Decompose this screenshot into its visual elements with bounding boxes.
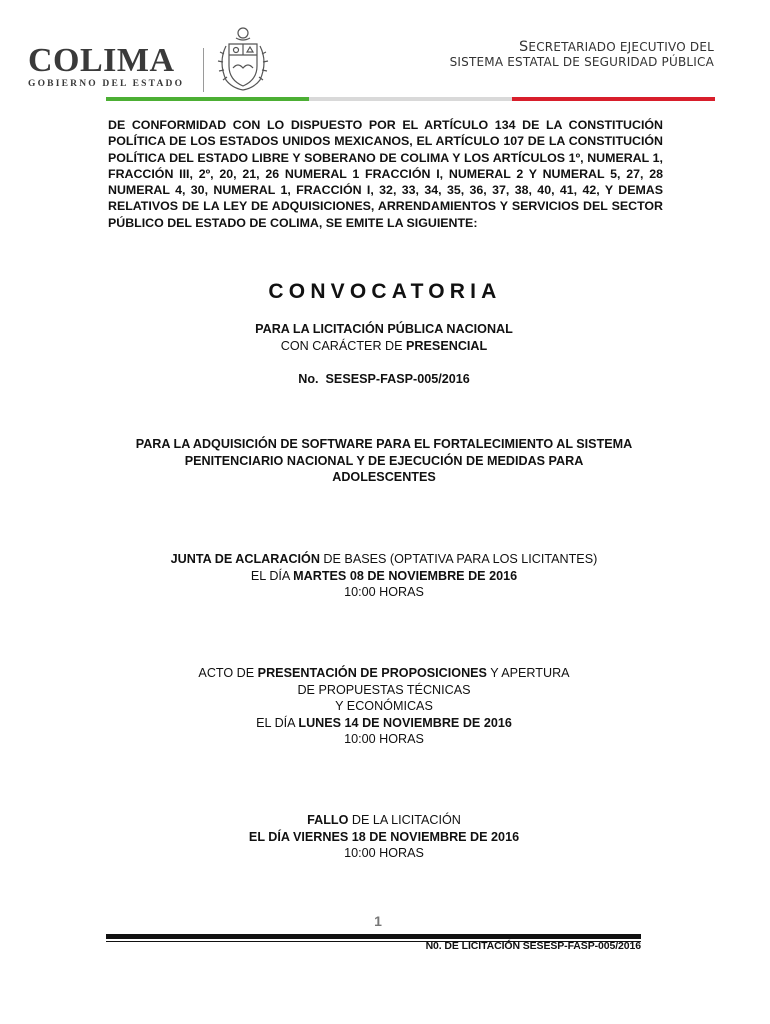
acquisition-subject-line-2: PENITENCIARIO NACIONAL Y DE EJECUCIÓN DE MEDIDAS PARA	[184, 453, 584, 468]
licitacion-block	[100, 321, 668, 354]
tricolor-white	[309, 97, 512, 101]
clarification-meeting	[100, 551, 668, 601]
logo-subtitle: GOBIERNO DEL ESTADO	[28, 79, 185, 89]
clarification-meeting-date: EL DÍA MARTES 08 DE NOVIEMBRE DE 2016	[250, 568, 518, 583]
acquisition-subject-line-1: PARA LA ADQUISICIÓN DE SOFTWARE PARA EL FORTALECIMIENTO AL SISTEMA	[135, 437, 633, 451]
licitacion-character: CON CARÁCTER DE PRESENCIAL	[280, 338, 488, 353]
footer-rule	[106, 934, 641, 939]
agency-initial: S	[519, 39, 529, 55]
licitacion-number: No. SESESP-FASP-005/2016	[298, 372, 470, 386]
colima-logo	[28, 44, 203, 89]
page-number: 1	[374, 913, 382, 929]
legal-basis-paragraph: DE CONFORMIDAD CON LO DISPUESTO POR EL ARTÍCULO 134 DE LA CONSTITUCIÓN POLÍTICA DE LOS ESTADOS UNIDOS MEXICANOS, EL ARTÍCULO 107 DE LA CONSTITUCIÓN POLÍTICA DEL ESTADO LIBRE Y SOBERANO DE COLIMA Y LOS ARTÍCULOS 1º, NUMERAL 1, FRACCIÓN III, 2º, 20, 21, 26 NUMERAL 1 FRACCIÓN I, NUMERAL 2 Y NUMERAL 5, 27, 28 NUMERAL 4, 30, NUMERAL 1, FRACCIÓN I, 32, 33, 34, 35, 36, 37, 38, 40, 41, 42, Y DEMAS RELATIVOS DE LA LEY DE ADQUISICIONES, ARRENDAMIENTOS Y SERVICIOS DEL SECTOR PÚBLICO DEL ESTADO DE COLIMA, SE EMITE LA SIGUIENTE:	[108, 118, 663, 230]
proposals-opening-line-3: Y ECONÓMICAS	[335, 699, 433, 714]
agency-line-1	[450, 40, 714, 55]
award-decision	[100, 812, 668, 862]
award-decision-time: 10:00 HORAS	[344, 846, 424, 861]
state-coat-of-arms-icon	[214, 24, 272, 94]
clarification-meeting-title: JUNTA DE ACLARACIÓN DE BASES (OPTATIVA PARA LOS LICITANTES)	[170, 552, 598, 566]
page-title: CONVOCATORIA	[268, 280, 502, 303]
logo-divider	[203, 48, 204, 92]
tricolor-red	[512, 97, 715, 101]
acquisition-subject	[96, 436, 672, 486]
logo-wordmark: COLIMA	[28, 42, 175, 79]
agency-line-1-rest: ECRETARIADO EJECUTIVO DEL	[528, 40, 714, 54]
award-decision-date: EL DÍA VIERNES 18 DE NOVIEMBRE DE 2016	[248, 829, 520, 844]
proposals-opening-title: ACTO DE PRESENTACIÓN DE PROPOSICIONES Y APERTURA	[198, 666, 570, 680]
footer-licitacion-label: N0. DE LICITACIÓN SESESP-FASP-005/2016	[425, 940, 641, 952]
proposals-opening-time: 10:00 HORAS	[344, 732, 424, 747]
licitacion-type: PARA LA LICITACIÓN PÚBLICA NACIONAL	[255, 322, 513, 336]
award-decision-title: FALLO DE LA LICITACIÓN	[307, 813, 461, 827]
agency-line-2: SISTEMA ESTATAL DE SEGURIDAD PÚBLICA	[449, 55, 714, 69]
agency-header	[450, 40, 714, 70]
tricolor-green	[106, 97, 309, 101]
proposals-opening-date: EL DÍA LUNES 14 DE NOVIEMBRE DE 2016	[256, 715, 512, 730]
proposals-opening	[100, 665, 668, 748]
acquisition-subject-line-3: ADOLESCENTES	[332, 470, 436, 485]
tricolor-rule	[106, 97, 715, 101]
clarification-meeting-time: 10:00 HORAS	[344, 585, 424, 600]
proposals-opening-line-2: DE PROPUESTAS TÉCNICAS	[297, 682, 471, 697]
